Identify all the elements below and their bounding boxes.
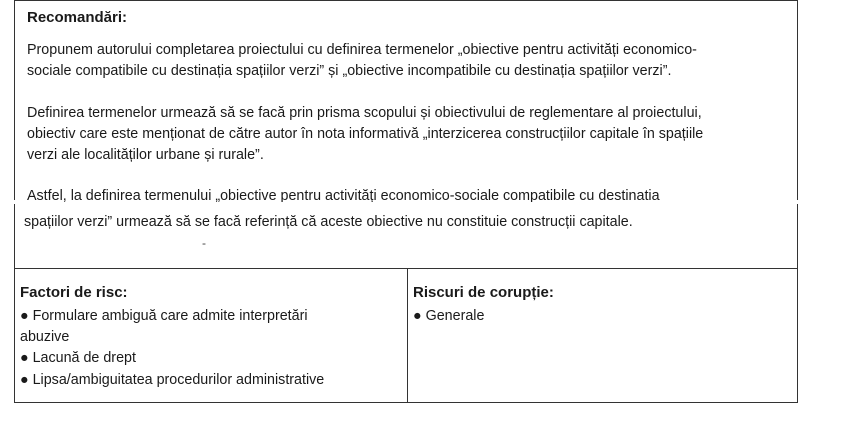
risk-bottom-border (14, 402, 798, 403)
rec-p1-line2: sociale compatibile cu destinația spațiilor verzi” și „obiective incompatibile cu destinația spațiilor verzi”. (27, 63, 672, 79)
rec-p3-line2: spațiilor verzi” urmează să se facă referință că aceste obiective nu constituie construcții capitale. (24, 214, 633, 230)
risk-factor-3: ● Lipsa/ambiguitatea procedurilor administrative (20, 372, 325, 388)
risk-right-border (797, 268, 798, 403)
corruption-item-1: ● Generale (413, 308, 485, 324)
rec-p1-line1: Propunem autorului completarea proiectului cu definirea termenelor „obiective pentru activități economico- (27, 42, 697, 58)
risk-top-border (14, 268, 798, 269)
risk-factor-2: ● Lacună de drept (20, 350, 136, 366)
rec-p2-line3: verzi ale localităților urbane și rurale”. (27, 147, 264, 163)
recommendations-heading: Recomandări: (27, 9, 128, 26)
corruption-heading: Riscuri de corupție: (413, 284, 554, 301)
risk-left-border (14, 268, 15, 403)
rec-p2-line2: obiectiv care este menționat de către autor în nota informativă „interzicerea construcțiilor capitale în spațiile (27, 126, 704, 142)
rec-right-border-lower (797, 204, 798, 268)
risk-factor-1-line1: ● Formulare ambiguă care admite interpretări (20, 308, 308, 324)
risk-factors-heading: Factori de risc: (20, 284, 128, 301)
risk-middle-divider (407, 268, 408, 403)
risk-factor-1-line2: abuzive (20, 329, 70, 345)
rec-p2-line1: Definirea termenelor urmează să se facă prin prisma scopului și obiectivului de reglementare al proiectului, (27, 105, 702, 121)
rec-p3-line1-clip (0, 0, 850, 202)
stray-mark: - (202, 236, 206, 250)
rec-p3-line1: Astfel, la definirea termenului „obiective pentru activități economico-sociale compatibile cu destinatia (27, 188, 660, 202)
rec-left-border-lower (14, 204, 15, 268)
